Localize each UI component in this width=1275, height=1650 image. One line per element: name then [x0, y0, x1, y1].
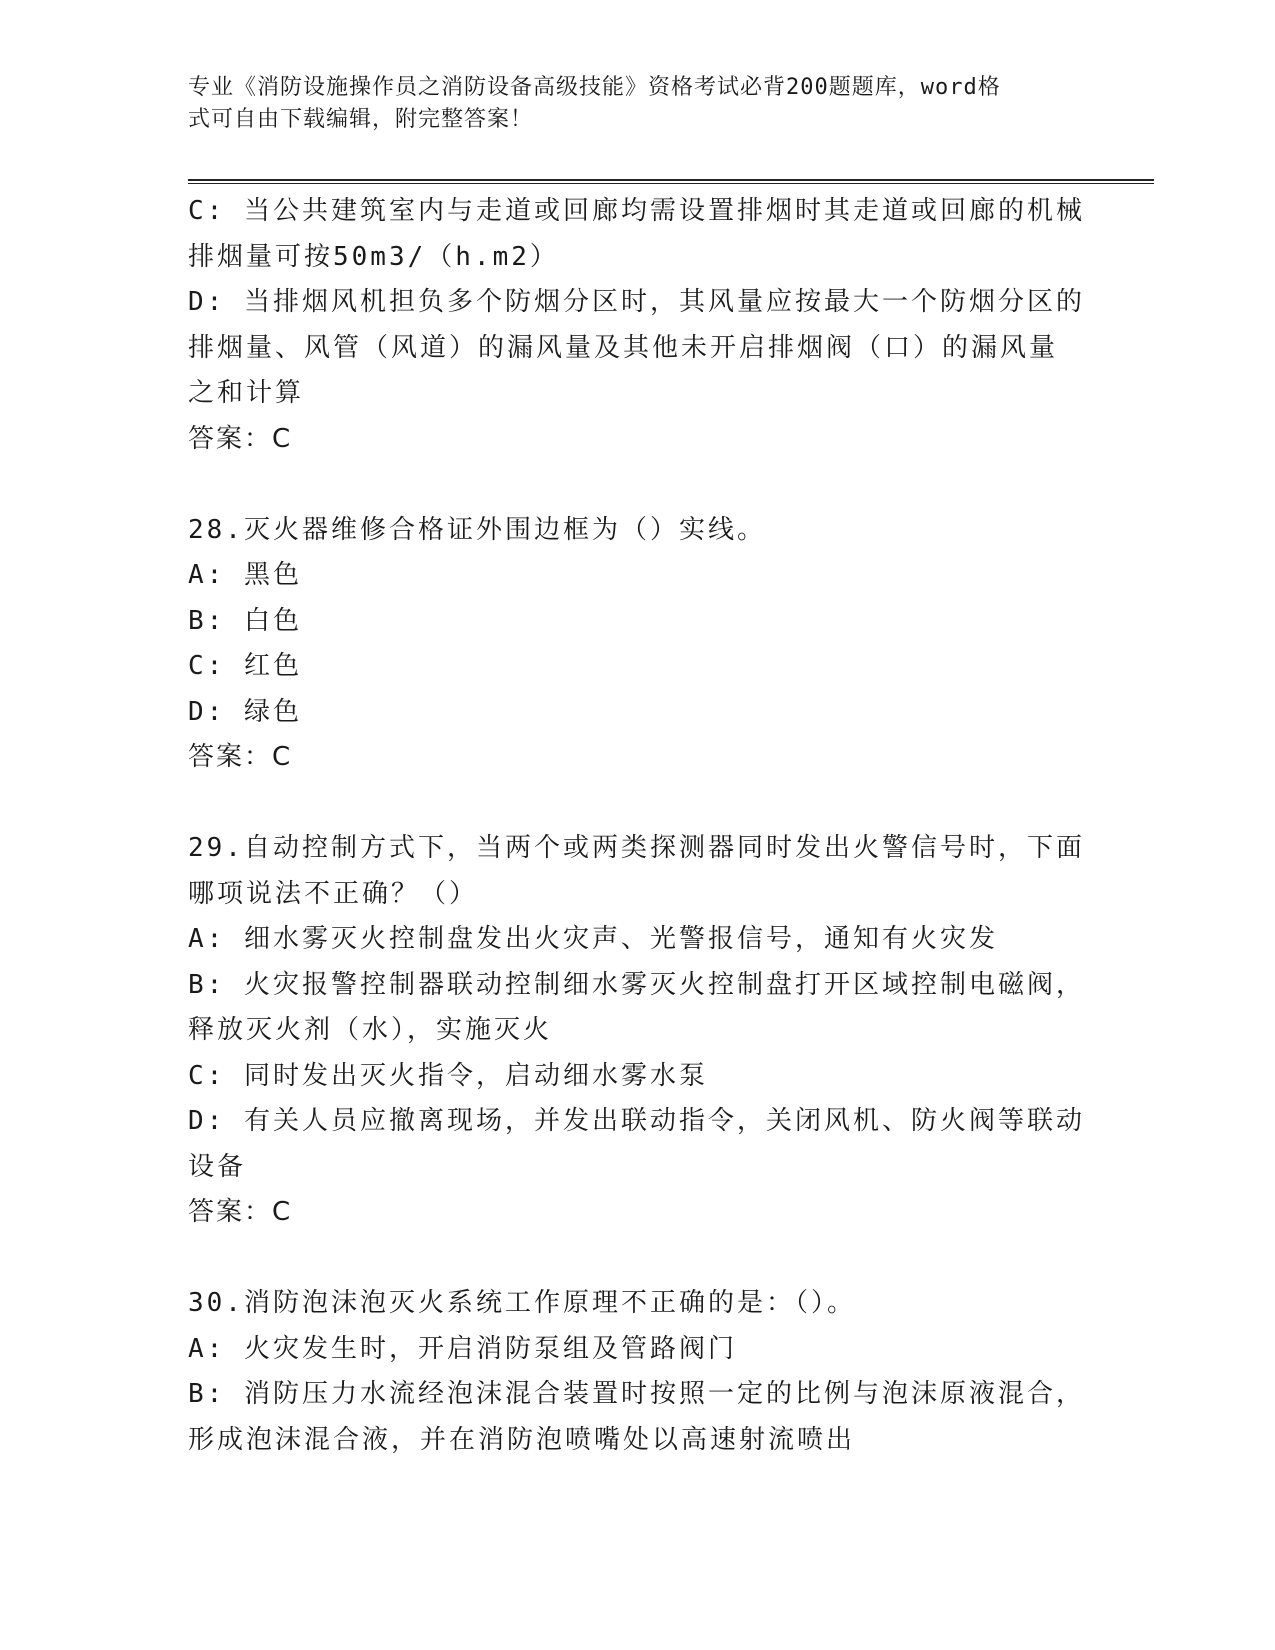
option-d: D: 有关人员应撤离现场，并发出联动指令，关闭风机、防火阀等联动: [188, 1106, 1085, 1136]
option-c: C: 当公共建筑室内与走道或回廊均需设置排烟时其走道或回廊的机械: [188, 196, 1085, 226]
header-divider-thin: [188, 183, 1154, 184]
question-30: [188, 1281, 1088, 1463]
question-content: [188, 189, 1088, 1463]
question-stem: 28.灭火器维修合格证外围边框为（）实线。: [188, 514, 766, 545]
option-d-cont: 之和计算: [188, 378, 305, 408]
option-b-cont: 释放灭火剂（水），实施灭火: [188, 1015, 553, 1045]
header-line: 式可自由下载编辑，附完整答案！: [188, 107, 534, 132]
previous-question-block: [188, 189, 1088, 462]
header-line: 专业《消防设施操作员之消防设备高级技能》资格考试必背200题题库，word格: [188, 75, 1001, 100]
option-a: A: 黑色: [188, 560, 302, 590]
answer: 答案：C: [188, 742, 293, 772]
question-stem: 29.自动控制方式下，当两个或两类探测器同时发出火警信号时，下面: [188, 833, 1085, 863]
option-a: A: 火灾发生时，开启消防泵组及管路阀门: [188, 1333, 737, 1364]
question-stem-cont: 哪项说法不正确？（）: [188, 878, 479, 909]
answer: 答案：C: [188, 423, 293, 454]
header-divider: [188, 179, 1154, 181]
option-b: B: 火灾报警控制器联动控制细水雾灭火控制盘打开区域控制电磁阀，: [188, 969, 1085, 1000]
option-c-cont: 排烟量可按50m3/（h.m2）: [188, 241, 559, 272]
option-b-cont: 形成泡沫混合液，并在消防泡喷嘴处以高速射流喷出: [188, 1424, 856, 1455]
option-c: C: 同时发出灭火指令，启动细水雾水泵: [188, 1060, 708, 1091]
question-stem: 30.消防泡沫泡灭火系统工作原理不正确的是：（）。: [188, 1288, 856, 1318]
spacer: [188, 781, 1088, 827]
answer: 答案：C: [188, 1197, 293, 1227]
option-d-cont: 设备: [188, 1151, 247, 1182]
page-header: [188, 72, 1068, 136]
option-d-cont: 排烟量、风管（风道）的漏风量及其他未开启排烟阀（口）的漏风量: [188, 332, 1059, 363]
question-29: [188, 826, 1088, 1236]
option-b: B: 消防压力水流经泡沫混合装置时按照一定的比例与泡沫原液混合，: [188, 1379, 1085, 1409]
option-b: B: 白色: [188, 605, 302, 636]
option-d: D: 绿色: [188, 696, 302, 727]
spacer: [188, 1236, 1088, 1282]
spacer: [188, 462, 1088, 508]
question-28: [188, 508, 1088, 781]
option-c: C: 红色: [188, 651, 302, 681]
option-a: A: 细水雾灭火控制盘发出火灾声、光警报信号，通知有火灾发: [188, 924, 998, 954]
option-d: D: 当排烟风机担负多个防烟分区时，其风量应按最大一个防烟分区的: [188, 287, 1085, 317]
